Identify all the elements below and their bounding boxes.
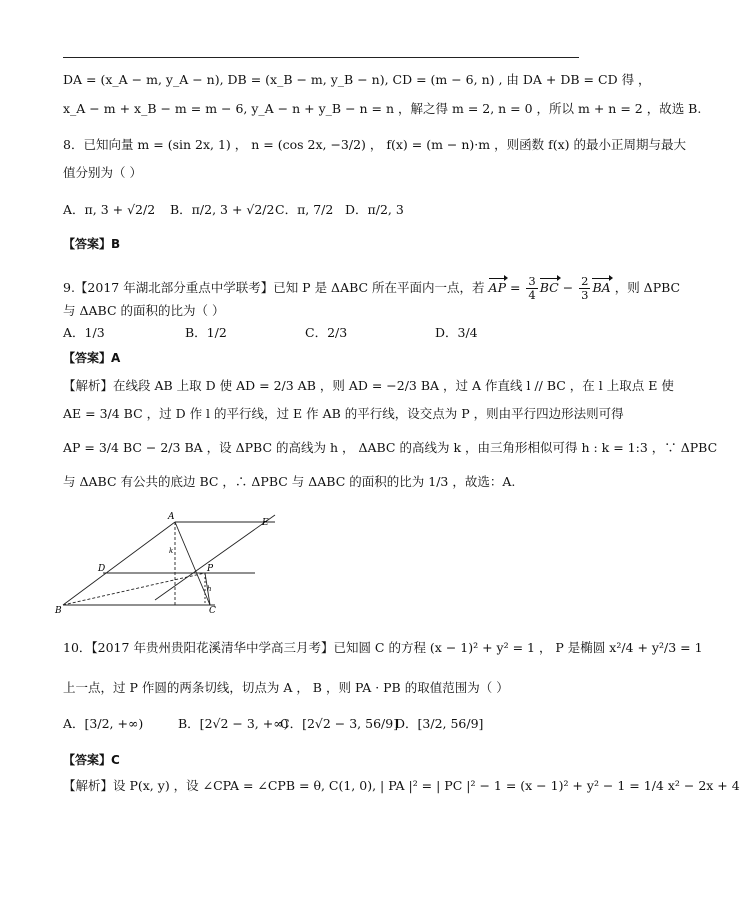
q9-option-d: D．3/4	[435, 325, 478, 340]
q10-option-d: D．[3/2, 56/9]	[395, 716, 484, 731]
q9-analysis-line-1: 【解析】在线段 AB 上取 D 使 AD = 2/3 AB ，则 AD = −2/3 BA ，过 A 作直线 l // BC ，在 l 上取点 E 使	[63, 378, 674, 393]
label-d: D	[98, 564, 106, 574]
q9-stem-2-text: 与 ΔABC 的面积的比为（ ）	[63, 303, 225, 318]
q8-option-b: B．π/2, 3 + √2/2	[170, 202, 275, 217]
geometry-figure	[55, 505, 295, 620]
q9-answer: 【答案】A	[63, 351, 121, 365]
q9-option-a: A．1/3	[63, 325, 105, 340]
label-k: k	[169, 547, 174, 555]
fraction-2-3: $\frac{2}{3}$	[581, 274, 589, 302]
q10-answer: 【答案】C	[63, 753, 120, 767]
q10-analysis-line-1: 【解析】设 P(x, y) ，设 ∠CPA = ∠CPB = θ, C(1, 0), | PA |² = | PC |² − 1 = (x − 1)² + y² − 1 = 1/4 x² − 2x + 4	[63, 778, 740, 793]
label-a: A	[168, 512, 175, 522]
q8-answer: 【答案】B	[63, 237, 121, 251]
q10-option-b: B．[2√2 − 3, +∞)	[178, 716, 289, 731]
prev-solution-line-2	[63, 101, 701, 117]
header-rule	[63, 57, 579, 58]
q10-stem-line-2: 上一点，过 P 作圆的两条切线，切点为 A ， B ，则 PA · PB 的取值范围为（ ）	[63, 680, 509, 695]
line-pe	[155, 515, 275, 600]
q8-option-a: A．π, 3 + √2/2	[63, 202, 156, 217]
q8-stem-1-text: 8．已知向量 m = (sin 2x, 1) ， n = (cos 2x, −3/2) ， f(x) = (m − n)·m ，则函数 f(x) 的最小正周期与最大	[63, 137, 686, 152]
q10-stem-line-1: 10．【2017 年贵州贵阳花溪清华中学高三月考】已知圆 C 的方程 (x − 1)² + y² = 1 ， P 是椭圆 x²/4 + y²/3 = 1	[63, 640, 703, 655]
fraction-3-4: $\frac{3}{4}$	[528, 274, 536, 302]
prev-line-2-text: x_A − m + x_B − m = m − 6, y_A − n + y_B − n = n ，解之得 m = 2, n = 0 ，所以 m + n = 2 ，故选 B.	[63, 101, 702, 116]
q9-stem-line-2	[63, 303, 224, 319]
q9-stem-prefix: 9.【2017 年湖北部分重点中学联考】已知 P 是 ΔABC 所在平面内一点，若	[63, 280, 485, 295]
line-ac	[175, 522, 210, 605]
q9-option-c: C．2/3	[305, 325, 348, 340]
label-h: h	[207, 585, 212, 593]
label-p: P	[207, 564, 214, 574]
q8-option-c: C．π, 7/2	[275, 202, 334, 217]
label-b: B	[55, 606, 62, 616]
vector-ap: AP	[488, 280, 506, 295]
vector-ba: BA	[592, 280, 611, 295]
q9-analysis-line-3: AP = 3/4 BC − 2/3 BA ，设 ΔPBC 的高线为 h ， ΔABC 的高线为 k ，由三角形相似可得 h : k = 1:3 ，∵ ΔPBC	[63, 440, 718, 455]
q9-option-b: B．1/2	[185, 325, 227, 340]
q9-analysis-line-2: AE = 3/4 BC ，过 D 作 l 的平行线，过 E 作 AB 的平行线，设交点为 P ，则由平行四边形法则可得	[63, 406, 624, 421]
q9-stem-line-1: 9.【2017 年湖北部分重点中学联考】已知 P 是 ΔABC 所在平面内一点，若 AP = $\frac{3}{4}$ BC − $\frac{2}{3}$ BA ，则 ΔPBC	[63, 274, 681, 302]
label-e: E	[262, 518, 269, 528]
q8-stem-line-2	[63, 165, 142, 181]
q10-option-a: A．[3/2, +∞)	[63, 716, 144, 731]
q8-option-d: D．π/2, 3	[345, 202, 404, 217]
q9-analysis-line-4: 与 ΔABC 有公共的底边 BC ，∴ ΔPBC 与 ΔABC 的面积的比为 1/3 ，故选：A.	[63, 474, 516, 489]
q9-stem-suffix: ，则 ΔPBC	[614, 280, 681, 295]
q10-option-c: C．[2√2 − 3, 56/9]	[280, 716, 399, 731]
prev-line-1-text: DA = (x_A − m, y_A − n), DB = (x_B − m, y_B − n), CD = (m − 6, n) , 由 DA + DB = CD 得 ，	[63, 72, 651, 87]
vector-bc: BC	[539, 280, 559, 295]
prev-solution-line-1	[63, 72, 651, 88]
q8-stem-line-1	[63, 137, 686, 153]
q8-stem-2-text: 值分别为（ ）	[63, 165, 142, 180]
label-c: C	[209, 606, 216, 616]
